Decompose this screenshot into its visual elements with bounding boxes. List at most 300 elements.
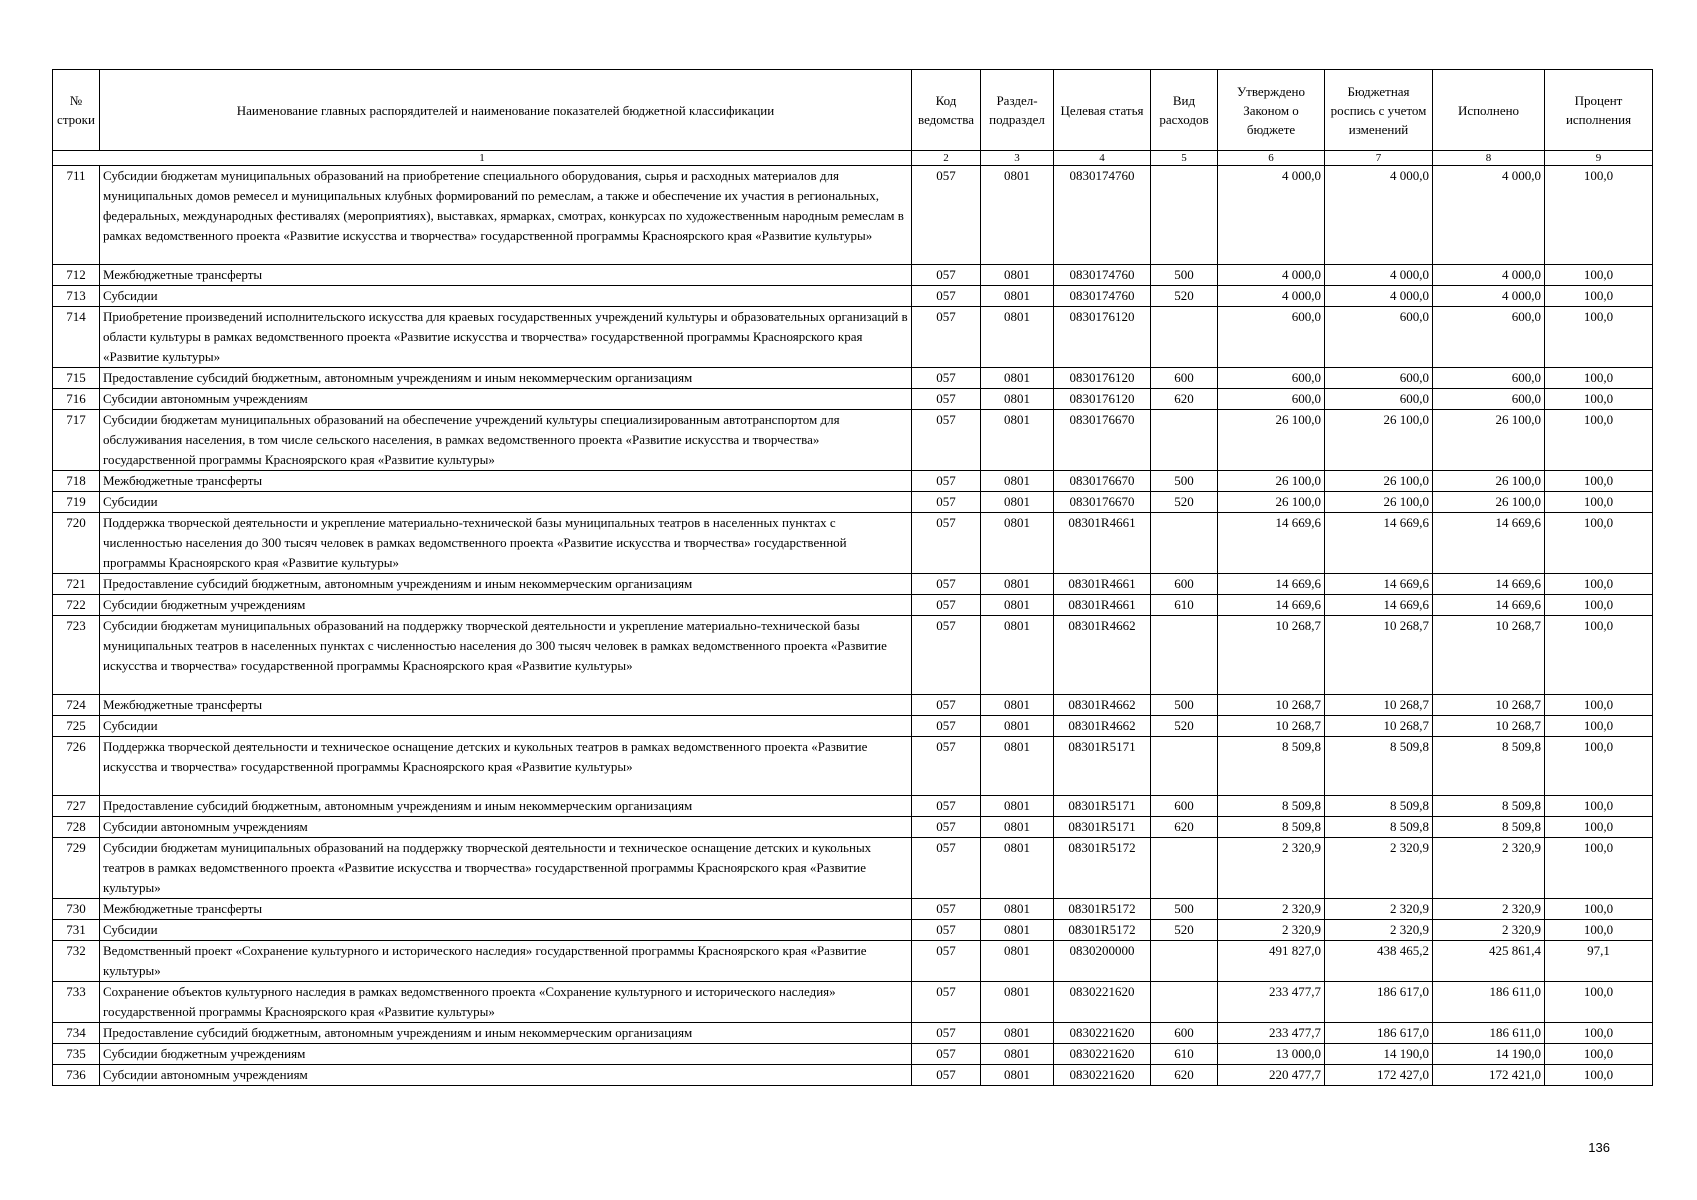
- executed-cell: 14 669,6: [1433, 574, 1545, 595]
- budget-cell: 14 669,6: [1325, 513, 1433, 574]
- dept-code-cell: 057: [912, 595, 981, 616]
- section-cell: 0801: [981, 737, 1054, 796]
- row-name-cell: Субсидии автономным учреждениям: [100, 389, 912, 410]
- budget-cell: 4 000,0: [1325, 265, 1433, 286]
- executed-cell: 2 320,9: [1433, 838, 1545, 899]
- row-name-cell: Межбюджетные трансферты: [100, 471, 912, 492]
- header-name: Наименование главных распорядителей и наименование показателей бюджетной классификации: [100, 70, 912, 151]
- target-cell: 08301R4661: [1054, 513, 1151, 574]
- budget-cell: 2 320,9: [1325, 920, 1433, 941]
- approved-cell: 4 000,0: [1218, 286, 1325, 307]
- approved-cell: 10 268,7: [1218, 716, 1325, 737]
- dept-code-cell: 057: [912, 817, 981, 838]
- column-number: 1: [53, 151, 912, 166]
- budget-table: [52, 69, 1653, 1086]
- row-number-cell: 711: [53, 166, 100, 265]
- table-row: [53, 1065, 1653, 1086]
- row-name-cell: Субсидии бюджетам муниципальных образований на поддержку творческой деятельности и техническое оснащение детских и кукольных театров в рамках ведомственного проекта «Развитие искусства и творчества» государственной программы Красноярского края «Развитие культуры»: [100, 838, 912, 899]
- expense-type-cell: [1151, 307, 1218, 368]
- percent-cell: 100,0: [1545, 737, 1653, 796]
- table-row: [53, 492, 1653, 513]
- table-row: [53, 574, 1653, 595]
- target-cell: 08301R5172: [1054, 899, 1151, 920]
- row-number-cell: 722: [53, 595, 100, 616]
- expense-type-cell: [1151, 166, 1218, 265]
- dept-code-cell: 057: [912, 368, 981, 389]
- target-cell: 0830221620: [1054, 982, 1151, 1023]
- row-name-cell: Сохранение объектов культурного наследия в рамках ведомственного проекта «Сохранение культурного и исторического наследия» государственной программы Красноярского края «Развитие культуры»: [100, 982, 912, 1023]
- dept-code-cell: 057: [912, 616, 981, 695]
- target-cell: 08301R5171: [1054, 817, 1151, 838]
- dept-code-cell: 057: [912, 982, 981, 1023]
- row-number-cell: 725: [53, 716, 100, 737]
- row-number-cell: 719: [53, 492, 100, 513]
- section-cell: 0801: [981, 513, 1054, 574]
- dept-code-cell: 057: [912, 737, 981, 796]
- executed-cell: 4 000,0: [1433, 166, 1545, 265]
- budget-cell: 26 100,0: [1325, 410, 1433, 471]
- expense-type-cell: 600: [1151, 574, 1218, 595]
- expense-type-cell: 520: [1151, 920, 1218, 941]
- table-row: [53, 716, 1653, 737]
- dept-code-cell: 057: [912, 1023, 981, 1044]
- row-name-cell: Межбюджетные трансферты: [100, 695, 912, 716]
- row-number-cell: 729: [53, 838, 100, 899]
- table-row: [53, 265, 1653, 286]
- expense-type-cell: 620: [1151, 1065, 1218, 1086]
- percent-cell: 100,0: [1545, 796, 1653, 817]
- approved-cell: 233 477,7: [1218, 1023, 1325, 1044]
- expense-type-cell: 520: [1151, 286, 1218, 307]
- approved-cell: 10 268,7: [1218, 616, 1325, 695]
- target-cell: 0830174760: [1054, 166, 1151, 265]
- approved-cell: 14 669,6: [1218, 513, 1325, 574]
- section-cell: 0801: [981, 492, 1054, 513]
- row-name-cell: Субсидии бюджетам муниципальных образований на поддержку творческой деятельности и укрепление материально-технической базы муниципальных театров в населенных пунктах с численностью населения до 300 тысяч человек в рамках ведомственного проекта «Развитие искусства и творчества» государственной программы Красноярского края «Развитие культуры»: [100, 616, 912, 695]
- table-row: [53, 941, 1653, 982]
- budget-cell: 600,0: [1325, 389, 1433, 410]
- budget-cell: 10 268,7: [1325, 716, 1433, 737]
- approved-cell: 14 669,6: [1218, 574, 1325, 595]
- table-row: [53, 471, 1653, 492]
- expense-type-cell: 600: [1151, 1023, 1218, 1044]
- section-cell: 0801: [981, 1065, 1054, 1086]
- row-name-cell: Субсидии бюджетам муниципальных образований на приобретение специального оборудования, сырья и расходных материалов для муниципальных домов ремесел и муниципальных клубных формирований по ремеслам, а также и обеспечение их участия в региональных, федеральных, международных фестивалях (мероприятиях), выставках, ярмарках, смотрах, конкурсах по художественным народным ремеслам в рамках ведомственного проекта «Развитие искусства и творчества» государственной программы Красноярского края «Развитие культуры»: [100, 166, 912, 265]
- target-cell: 08301R5172: [1054, 838, 1151, 899]
- budget-cell: 172 427,0: [1325, 1065, 1433, 1086]
- header-target: Целевая статья: [1054, 70, 1151, 151]
- executed-cell: 26 100,0: [1433, 492, 1545, 513]
- target-cell: 08301R4661: [1054, 595, 1151, 616]
- executed-cell: 14 190,0: [1433, 1044, 1545, 1065]
- row-name-cell: Субсидии: [100, 492, 912, 513]
- target-cell: 0830176120: [1054, 307, 1151, 368]
- column-number: 4: [1054, 151, 1151, 166]
- approved-cell: 4 000,0: [1218, 265, 1325, 286]
- expense-type-cell: 600: [1151, 368, 1218, 389]
- dept-code-cell: 057: [912, 1044, 981, 1065]
- executed-cell: 14 669,6: [1433, 513, 1545, 574]
- dept-code-cell: 057: [912, 695, 981, 716]
- section-cell: 0801: [981, 265, 1054, 286]
- section-cell: 0801: [981, 1044, 1054, 1065]
- dept-code-cell: 057: [912, 471, 981, 492]
- executed-cell: 186 611,0: [1433, 982, 1545, 1023]
- expense-type-cell: [1151, 410, 1218, 471]
- table-row: [53, 368, 1653, 389]
- percent-cell: 100,0: [1545, 595, 1653, 616]
- section-cell: 0801: [981, 166, 1054, 265]
- section-cell: 0801: [981, 920, 1054, 941]
- executed-cell: 4 000,0: [1433, 286, 1545, 307]
- table-row: [53, 595, 1653, 616]
- row-number-cell: 723: [53, 616, 100, 695]
- table-row: [53, 616, 1653, 695]
- row-name-cell: Ведомственный проект «Сохранение культурного и исторического наследия» государственной программы Красноярского края «Развитие культуры»: [100, 941, 912, 982]
- column-number: 9: [1545, 151, 1653, 166]
- header-approved: Утверждено Законом о бюджете: [1218, 70, 1325, 151]
- executed-cell: 600,0: [1433, 307, 1545, 368]
- budget-document: [52, 69, 1652, 1086]
- approved-cell: 8 509,8: [1218, 737, 1325, 796]
- target-cell: 08301R4661: [1054, 574, 1151, 595]
- target-cell: 0830176670: [1054, 410, 1151, 471]
- percent-cell: 100,0: [1545, 695, 1653, 716]
- dept-code-cell: 057: [912, 307, 981, 368]
- target-cell: 0830221620: [1054, 1044, 1151, 1065]
- header-dept-code: Код ведомства: [912, 70, 981, 151]
- percent-cell: 100,0: [1545, 166, 1653, 265]
- section-cell: 0801: [981, 716, 1054, 737]
- budget-cell: 14 669,6: [1325, 574, 1433, 595]
- row-name-cell: Субсидии бюджетам муниципальных образований на обеспечение учреждений культуры специализированным автотранспортом для обслуживания населения, в том числе сельского населения, в рамках ведомственного проекта «Развитие искусства и творчества» государственной программы Красноярского края «Развитие культуры»: [100, 410, 912, 471]
- header-percent: Процент исполнения: [1545, 70, 1653, 151]
- budget-cell: 600,0: [1325, 307, 1433, 368]
- table-row: [53, 982, 1653, 1023]
- row-number-cell: 733: [53, 982, 100, 1023]
- dept-code-cell: 057: [912, 941, 981, 982]
- percent-cell: 100,0: [1545, 286, 1653, 307]
- executed-cell: 10 268,7: [1433, 695, 1545, 716]
- executed-cell: 172 421,0: [1433, 1065, 1545, 1086]
- approved-cell: 26 100,0: [1218, 492, 1325, 513]
- percent-cell: 100,0: [1545, 716, 1653, 737]
- dept-code-cell: 057: [912, 796, 981, 817]
- budget-cell: 26 100,0: [1325, 492, 1433, 513]
- column-number: 2: [912, 151, 981, 166]
- percent-cell: 100,0: [1545, 368, 1653, 389]
- approved-cell: 26 100,0: [1218, 410, 1325, 471]
- expense-type-cell: [1151, 941, 1218, 982]
- percent-cell: 100,0: [1545, 410, 1653, 471]
- percent-cell: 100,0: [1545, 389, 1653, 410]
- row-name-cell: Поддержка творческой деятельности и укрепление материально-технической базы муниципальных театров в населенных пунктах с численностью населения до 300 тысяч человек в рамках ведомственного проекта «Развитие искусства и творчества» государственной программы Красноярского края «Развитие культуры»: [100, 513, 912, 574]
- target-cell: 0830174760: [1054, 265, 1151, 286]
- table-row: [53, 286, 1653, 307]
- row-number-cell: 728: [53, 817, 100, 838]
- target-cell: 08301R4662: [1054, 616, 1151, 695]
- table-row: [53, 899, 1653, 920]
- section-cell: 0801: [981, 817, 1054, 838]
- section-cell: 0801: [981, 410, 1054, 471]
- header-expense-type: Вид расходов: [1151, 70, 1218, 151]
- percent-cell: 100,0: [1545, 838, 1653, 899]
- column-number-row: [53, 151, 1653, 166]
- dept-code-cell: 057: [912, 265, 981, 286]
- executed-cell: 425 861,4: [1433, 941, 1545, 982]
- row-name-cell: Субсидии бюджетным учреждениям: [100, 1044, 912, 1065]
- header-section: Раздел-подраздел: [981, 70, 1054, 151]
- dept-code-cell: 057: [912, 286, 981, 307]
- page-number: 136: [1588, 1140, 1610, 1155]
- row-name-cell: Субсидии: [100, 920, 912, 941]
- budget-cell: 2 320,9: [1325, 838, 1433, 899]
- executed-cell: 14 669,6: [1433, 595, 1545, 616]
- expense-type-cell: [1151, 513, 1218, 574]
- column-number: 7: [1325, 151, 1433, 166]
- row-name-cell: Предоставление субсидий бюджетным, автономным учреждениям и иным некоммерческим организациям: [100, 796, 912, 817]
- row-number-cell: 730: [53, 899, 100, 920]
- target-cell: 08301R4662: [1054, 716, 1151, 737]
- budget-cell: 10 268,7: [1325, 695, 1433, 716]
- percent-cell: 100,0: [1545, 265, 1653, 286]
- approved-cell: 2 320,9: [1218, 899, 1325, 920]
- target-cell: 0830176120: [1054, 389, 1151, 410]
- dept-code-cell: 057: [912, 389, 981, 410]
- approved-cell: 600,0: [1218, 389, 1325, 410]
- row-number-cell: 724: [53, 695, 100, 716]
- row-number-cell: 731: [53, 920, 100, 941]
- row-number-cell: 717: [53, 410, 100, 471]
- header-executed: Исполнено: [1433, 70, 1545, 151]
- table-row: [53, 817, 1653, 838]
- section-cell: 0801: [981, 368, 1054, 389]
- row-name-cell: Межбюджетные трансферты: [100, 265, 912, 286]
- dept-code-cell: 057: [912, 838, 981, 899]
- expense-type-cell: 620: [1151, 817, 1218, 838]
- dept-code-cell: 057: [912, 716, 981, 737]
- target-cell: 08301R5171: [1054, 737, 1151, 796]
- row-name-cell: Субсидии: [100, 286, 912, 307]
- target-cell: 0830176120: [1054, 368, 1151, 389]
- expense-type-cell: [1151, 616, 1218, 695]
- dept-code-cell: 057: [912, 1065, 981, 1086]
- row-number-cell: 720: [53, 513, 100, 574]
- budget-cell: 8 509,8: [1325, 796, 1433, 817]
- dept-code-cell: 057: [912, 920, 981, 941]
- dept-code-cell: 057: [912, 899, 981, 920]
- row-number-cell: 712: [53, 265, 100, 286]
- executed-cell: 26 100,0: [1433, 471, 1545, 492]
- budget-cell: 14 669,6: [1325, 595, 1433, 616]
- approved-cell: 4 000,0: [1218, 166, 1325, 265]
- budget-cell: 8 509,8: [1325, 817, 1433, 838]
- header-row: [53, 70, 1653, 151]
- section-cell: 0801: [981, 899, 1054, 920]
- percent-cell: 100,0: [1545, 982, 1653, 1023]
- target-cell: 0830221620: [1054, 1023, 1151, 1044]
- percent-cell: 100,0: [1545, 307, 1653, 368]
- row-number-cell: 713: [53, 286, 100, 307]
- row-number-cell: 727: [53, 796, 100, 817]
- budget-cell: 10 268,7: [1325, 616, 1433, 695]
- dept-code-cell: 057: [912, 574, 981, 595]
- approved-cell: 13 000,0: [1218, 1044, 1325, 1065]
- target-cell: 08301R5171: [1054, 796, 1151, 817]
- table-row: [53, 695, 1653, 716]
- row-name-cell: Субсидии автономным учреждениям: [100, 1065, 912, 1086]
- expense-type-cell: 610: [1151, 595, 1218, 616]
- row-name-cell: Межбюджетные трансферты: [100, 899, 912, 920]
- approved-cell: 10 268,7: [1218, 695, 1325, 716]
- approved-cell: 2 320,9: [1218, 920, 1325, 941]
- expense-type-cell: 500: [1151, 265, 1218, 286]
- executed-cell: 8 509,8: [1433, 737, 1545, 796]
- table-row: [53, 513, 1653, 574]
- budget-cell: 8 509,8: [1325, 737, 1433, 796]
- executed-cell: 10 268,7: [1433, 716, 1545, 737]
- executed-cell: 2 320,9: [1433, 920, 1545, 941]
- column-number: 3: [981, 151, 1054, 166]
- budget-cell: 26 100,0: [1325, 471, 1433, 492]
- percent-cell: 100,0: [1545, 899, 1653, 920]
- executed-cell: 4 000,0: [1433, 265, 1545, 286]
- budget-cell: 14 190,0: [1325, 1044, 1433, 1065]
- approved-cell: 26 100,0: [1218, 471, 1325, 492]
- percent-cell: 100,0: [1545, 817, 1653, 838]
- expense-type-cell: 500: [1151, 899, 1218, 920]
- row-number-cell: 716: [53, 389, 100, 410]
- row-name-cell: Предоставление субсидий бюджетным, автономным учреждениям и иным некоммерческим организациям: [100, 368, 912, 389]
- approved-cell: 8 509,8: [1218, 796, 1325, 817]
- approved-cell: 220 477,7: [1218, 1065, 1325, 1086]
- expense-type-cell: 620: [1151, 389, 1218, 410]
- budget-cell: 186 617,0: [1325, 1023, 1433, 1044]
- expense-type-cell: 520: [1151, 716, 1218, 737]
- row-number-cell: 718: [53, 471, 100, 492]
- row-name-cell: Предоставление субсидий бюджетным, автономным учреждениям и иным некоммерческим организациям: [100, 1023, 912, 1044]
- target-cell: 0830176670: [1054, 471, 1151, 492]
- target-cell: 0830200000: [1054, 941, 1151, 982]
- dept-code-cell: 057: [912, 513, 981, 574]
- row-number-cell: 732: [53, 941, 100, 982]
- row-name-cell: Субсидии: [100, 716, 912, 737]
- target-cell: 0830174760: [1054, 286, 1151, 307]
- expense-type-cell: 500: [1151, 695, 1218, 716]
- table-row: [53, 307, 1653, 368]
- row-name-cell: Предоставление субсидий бюджетным, автономным учреждениям и иным некоммерческим организациям: [100, 574, 912, 595]
- percent-cell: 100,0: [1545, 1065, 1653, 1086]
- column-number: 6: [1218, 151, 1325, 166]
- table-row: [53, 737, 1653, 796]
- budget-cell: 2 320,9: [1325, 899, 1433, 920]
- table-row: [53, 920, 1653, 941]
- section-cell: 0801: [981, 389, 1054, 410]
- executed-cell: 8 509,8: [1433, 817, 1545, 838]
- table-row: [53, 166, 1653, 265]
- section-cell: 0801: [981, 1023, 1054, 1044]
- row-number-cell: 734: [53, 1023, 100, 1044]
- dept-code-cell: 057: [912, 410, 981, 471]
- row-number-cell: 735: [53, 1044, 100, 1065]
- expense-type-cell: 520: [1151, 492, 1218, 513]
- approved-cell: 600,0: [1218, 307, 1325, 368]
- header-budget: Бюджетная роспись с учетом изменений: [1325, 70, 1433, 151]
- section-cell: 0801: [981, 307, 1054, 368]
- section-cell: 0801: [981, 796, 1054, 817]
- expense-type-cell: 610: [1151, 1044, 1218, 1065]
- approved-cell: 491 827,0: [1218, 941, 1325, 982]
- section-cell: 0801: [981, 286, 1054, 307]
- row-name-cell: Приобретение произведений исполнительского искусства для краевых государственных учреждений культуры и образовательных организаций в области культуры в рамках ведомственного проекта «Развитие искусства и творчества» государственной программы Красноярского края «Развитие культуры»: [100, 307, 912, 368]
- expense-type-cell: [1151, 982, 1218, 1023]
- row-number-cell: 726: [53, 737, 100, 796]
- percent-cell: 100,0: [1545, 471, 1653, 492]
- row-number-cell: 721: [53, 574, 100, 595]
- target-cell: 08301R4662: [1054, 695, 1151, 716]
- section-cell: 0801: [981, 471, 1054, 492]
- approved-cell: 600,0: [1218, 368, 1325, 389]
- budget-cell: 186 617,0: [1325, 982, 1433, 1023]
- percent-cell: 100,0: [1545, 1023, 1653, 1044]
- column-number: 8: [1433, 151, 1545, 166]
- budget-cell: 4 000,0: [1325, 166, 1433, 265]
- percent-cell: 100,0: [1545, 513, 1653, 574]
- percent-cell: 100,0: [1545, 920, 1653, 941]
- executed-cell: 2 320,9: [1433, 899, 1545, 920]
- executed-cell: 26 100,0: [1433, 410, 1545, 471]
- budget-cell: 438 465,2: [1325, 941, 1433, 982]
- row-name-cell: Субсидии автономным учреждениям: [100, 817, 912, 838]
- section-cell: 0801: [981, 574, 1054, 595]
- row-number-cell: 714: [53, 307, 100, 368]
- approved-cell: 2 320,9: [1218, 838, 1325, 899]
- table-row: [53, 1044, 1653, 1065]
- section-cell: 0801: [981, 616, 1054, 695]
- section-cell: 0801: [981, 941, 1054, 982]
- section-cell: 0801: [981, 982, 1054, 1023]
- table-row: [53, 796, 1653, 817]
- dept-code-cell: 057: [912, 166, 981, 265]
- approved-cell: 8 509,8: [1218, 817, 1325, 838]
- budget-cell: 600,0: [1325, 368, 1433, 389]
- header-row-number: № строки: [53, 70, 100, 151]
- section-cell: 0801: [981, 595, 1054, 616]
- executed-cell: 8 509,8: [1433, 796, 1545, 817]
- dept-code-cell: 057: [912, 492, 981, 513]
- target-cell: 0830221620: [1054, 1065, 1151, 1086]
- table-row: [53, 1023, 1653, 1044]
- percent-cell: 100,0: [1545, 574, 1653, 595]
- approved-cell: 14 669,6: [1218, 595, 1325, 616]
- row-name-cell: Поддержка творческой деятельности и техническое оснащение детских и кукольных театров в рамках ведомственного проекта «Развитие искусства и творчества» государственной программы Красноярского края «Развитие культуры»: [100, 737, 912, 796]
- executed-cell: 600,0: [1433, 389, 1545, 410]
- percent-cell: 100,0: [1545, 616, 1653, 695]
- row-number-cell: 715: [53, 368, 100, 389]
- percent-cell: 97,1: [1545, 941, 1653, 982]
- expense-type-cell: [1151, 838, 1218, 899]
- table-row: [53, 410, 1653, 471]
- target-cell: 0830176670: [1054, 492, 1151, 513]
- section-cell: 0801: [981, 695, 1054, 716]
- expense-type-cell: [1151, 737, 1218, 796]
- executed-cell: 10 268,7: [1433, 616, 1545, 695]
- approved-cell: 233 477,7: [1218, 982, 1325, 1023]
- table-row: [53, 838, 1653, 899]
- percent-cell: 100,0: [1545, 492, 1653, 513]
- table-row: [53, 389, 1653, 410]
- budget-cell: 4 000,0: [1325, 286, 1433, 307]
